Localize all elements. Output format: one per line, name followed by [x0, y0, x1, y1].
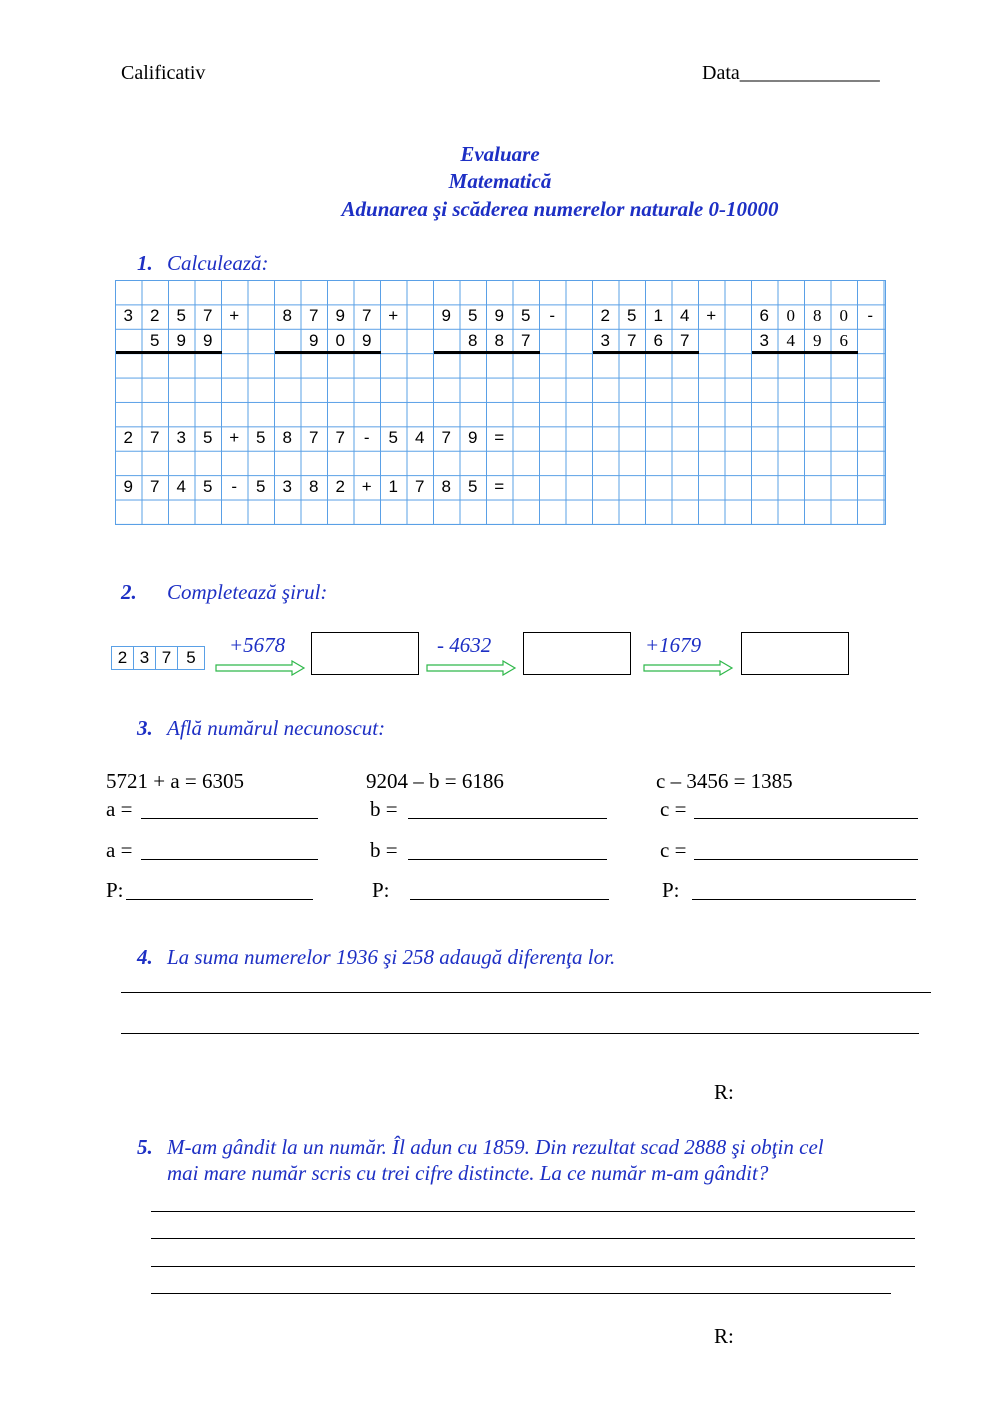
grid-expression-char: 8 [441, 477, 451, 497]
grid-digit: 3 [759, 330, 769, 350]
sequence-start [111, 646, 205, 670]
sequence-start-digit: 2 [112, 647, 134, 669]
var-c-label: c = [660, 838, 687, 862]
ex1-label: Calculează: [167, 251, 269, 275]
grid-digit: 7 [680, 330, 690, 350]
calificativ-label: Calificativ [121, 62, 206, 84]
grid-operator: + [229, 306, 240, 326]
answer-line-c2[interactable] [694, 859, 918, 860]
grid-expression-char: 9 [123, 477, 133, 497]
equation-b: 9204 – b = 6186 [366, 769, 504, 793]
grid-expression-char: 5 [468, 477, 478, 497]
grid-digit: 5 [468, 306, 478, 326]
grid-expression-char: 1 [388, 477, 398, 497]
grid-expression-char: 2 [335, 477, 345, 497]
ex4-label: La suma numerelor 1936 şi 258 adaugă diferenţa lor. [167, 945, 616, 969]
proof-a-label: P: [106, 878, 124, 902]
grid-digit: 5 [176, 306, 186, 326]
answer-line-ex5-3[interactable] [151, 1266, 915, 1267]
grid-expression-char: 5 [388, 428, 398, 448]
ex5-line1 [137, 1135, 824, 1160]
equation-c: c – 3456 = 1385 [656, 769, 793, 793]
grid-digit: 9 [813, 330, 822, 350]
grid-digit: 9 [441, 306, 451, 326]
result-line [593, 351, 699, 354]
ex3-number: 3. [137, 716, 153, 740]
proof-line-b[interactable] [410, 899, 609, 900]
ex2-label: Completează şirul: [167, 580, 328, 604]
result-line [752, 351, 858, 354]
title-subject: Matematică [448, 169, 552, 193]
grid-expression-char: 5 [203, 428, 213, 448]
ex2-heading [121, 580, 327, 605]
grid-digit: 5 [150, 330, 160, 350]
answer-line-c1[interactable] [694, 818, 918, 819]
grid-operator: + [388, 306, 399, 326]
proof-b-label: P: [372, 878, 390, 902]
equation-a: 5721 + a = 6305 [106, 769, 245, 793]
var-b-label: b = [370, 797, 398, 821]
grid-expression-char: 2 [123, 428, 133, 448]
grid-expression-char: 5 [256, 428, 266, 448]
grid-operator: - [549, 306, 556, 326]
arrow-icon [214, 660, 306, 676]
grid-digit: 9 [203, 330, 213, 350]
grid-digit: 8 [494, 330, 504, 350]
title-topic: Adunarea şi scăderea numerelor naturale 0-10000 [341, 197, 779, 221]
answer-line-a2[interactable] [141, 859, 318, 860]
grid-digit: 1 [653, 306, 663, 326]
grid-expression-char: 4 [176, 477, 186, 497]
grid-digit: 6 [653, 330, 663, 350]
grid-digit: 8 [813, 306, 822, 326]
grid-digit: 5 [521, 306, 531, 326]
ex3-heading [137, 716, 385, 741]
var-c-label: c = [660, 797, 687, 821]
grid-digit: 3 [600, 330, 610, 350]
grid-digit: 8 [468, 330, 478, 350]
date-field[interactable]: Data______________ [702, 62, 880, 84]
proof-line-a[interactable] [126, 899, 313, 900]
title-evaluare: Evaluare [460, 142, 540, 166]
grid-digit: 9 [494, 306, 504, 326]
grid-digit: 4 [786, 330, 795, 350]
proof-line-c[interactable] [692, 899, 916, 900]
grid-expression-char: 7 [335, 428, 345, 448]
ex5-number: 5. [137, 1135, 153, 1159]
calculation-grid[interactable] [115, 280, 886, 525]
seq-op-1: +5678 [229, 633, 286, 657]
ex1-number: 1. [137, 251, 153, 275]
grid-digit: 8 [282, 306, 292, 326]
grid-expression-char: + [361, 477, 372, 497]
grid-expression-char: 8 [309, 477, 319, 497]
grid-digit: 4 [680, 306, 690, 326]
ex5-text-1: M-am gândit la un număr. Îl adun cu 1859. Din rezultat scad 2888 şi obţin cel [167, 1135, 824, 1159]
grid-expression-char: 5 [256, 477, 266, 497]
answer-line-b2[interactable] [408, 859, 607, 860]
grid-expression-char: = [494, 428, 505, 448]
grid-digit: 7 [309, 306, 319, 326]
grid-expression-char: + [229, 428, 240, 448]
var-b-label: b = [370, 838, 398, 862]
grid-expression-char: 7 [150, 477, 160, 497]
grid-digit: 9 [335, 306, 345, 326]
seq-op-3: +1679 [645, 633, 702, 657]
ex4-number: 4. [137, 945, 153, 969]
proof-c-label: P: [662, 878, 680, 902]
grid-expression-char: - [363, 428, 370, 448]
answer-line-ex4-2[interactable] [121, 1033, 919, 1034]
grid-digit: 0 [839, 306, 848, 326]
grid-operator: + [706, 306, 717, 326]
sequence-start-digit: 3 [134, 647, 156, 669]
grid-digit: 9 [176, 330, 186, 350]
ex1-heading [137, 251, 268, 276]
grid-digit: 7 [521, 330, 531, 350]
ex4-answer-label: R: [714, 1080, 734, 1104]
grid-digit: 7 [203, 306, 213, 326]
grid-expression-char: 5 [203, 477, 213, 497]
ex3-label: Află numărul necunoscut: [167, 716, 386, 740]
sequence-start-digit: 5 [186, 648, 196, 667]
grid-digit: 7 [627, 330, 637, 350]
grid-expression-char: 7 [441, 428, 451, 448]
grid-digit: 2 [150, 306, 160, 326]
grid-expression-char: 4 [415, 428, 425, 448]
grid-expression-char: 3 [282, 477, 292, 497]
result-line [434, 351, 540, 354]
var-a-label: a = [106, 797, 133, 821]
var-a-label: a = [106, 838, 133, 862]
arrow-icon [425, 660, 517, 676]
ex4-heading [137, 945, 615, 970]
grid-digit: 6 [839, 330, 848, 350]
grid-digit: 7 [362, 306, 372, 326]
answer-line-a1[interactable] [141, 818, 318, 819]
grid-digit: 5 [627, 306, 637, 326]
answer-box-2[interactable] [523, 632, 631, 675]
answer-line-ex5-4[interactable] [151, 1293, 891, 1294]
answer-line-ex5-1[interactable] [151, 1211, 915, 1212]
answer-box-1[interactable] [311, 632, 419, 675]
grid-expression-char: 9 [468, 428, 478, 448]
grid-expression-char: - [231, 477, 238, 497]
grid-digit: 0 [335, 330, 345, 350]
result-line [116, 351, 222, 354]
answer-line-b1[interactable] [408, 818, 607, 819]
grid-expression-char: 7 [309, 428, 319, 448]
sequence-start-digit: 7 [156, 647, 178, 669]
grid-digit: 9 [309, 330, 319, 350]
grid-digit: 3 [123, 306, 133, 326]
grid-digit: 6 [759, 306, 769, 326]
grid-digit: 9 [362, 330, 372, 350]
grid-operator: - [867, 306, 874, 326]
answer-line-ex4-1[interactable] [121, 992, 931, 993]
result-line [275, 351, 381, 354]
answer-box-3[interactable] [741, 632, 849, 675]
grid-expression-char: 8 [282, 428, 292, 448]
grid-expression-char: = [494, 477, 505, 497]
ex2-number: 2. [121, 580, 137, 604]
grid-expression-char: 7 [150, 428, 160, 448]
seq-op-2: - 4632 [437, 633, 492, 657]
grid-digit: 0 [786, 306, 795, 326]
answer-line-ex5-2[interactable] [151, 1238, 915, 1239]
grid-digit: 2 [600, 306, 610, 326]
arrow-icon [642, 660, 734, 676]
ex5-answer-label: R: [714, 1324, 734, 1348]
ex5-text-2: mai mare număr scris cu trei cifre distincte. La ce număr m-am gândit? [167, 1161, 769, 1185]
grid-expression-char: 3 [176, 428, 186, 448]
grid-expression-char: 7 [415, 477, 425, 497]
